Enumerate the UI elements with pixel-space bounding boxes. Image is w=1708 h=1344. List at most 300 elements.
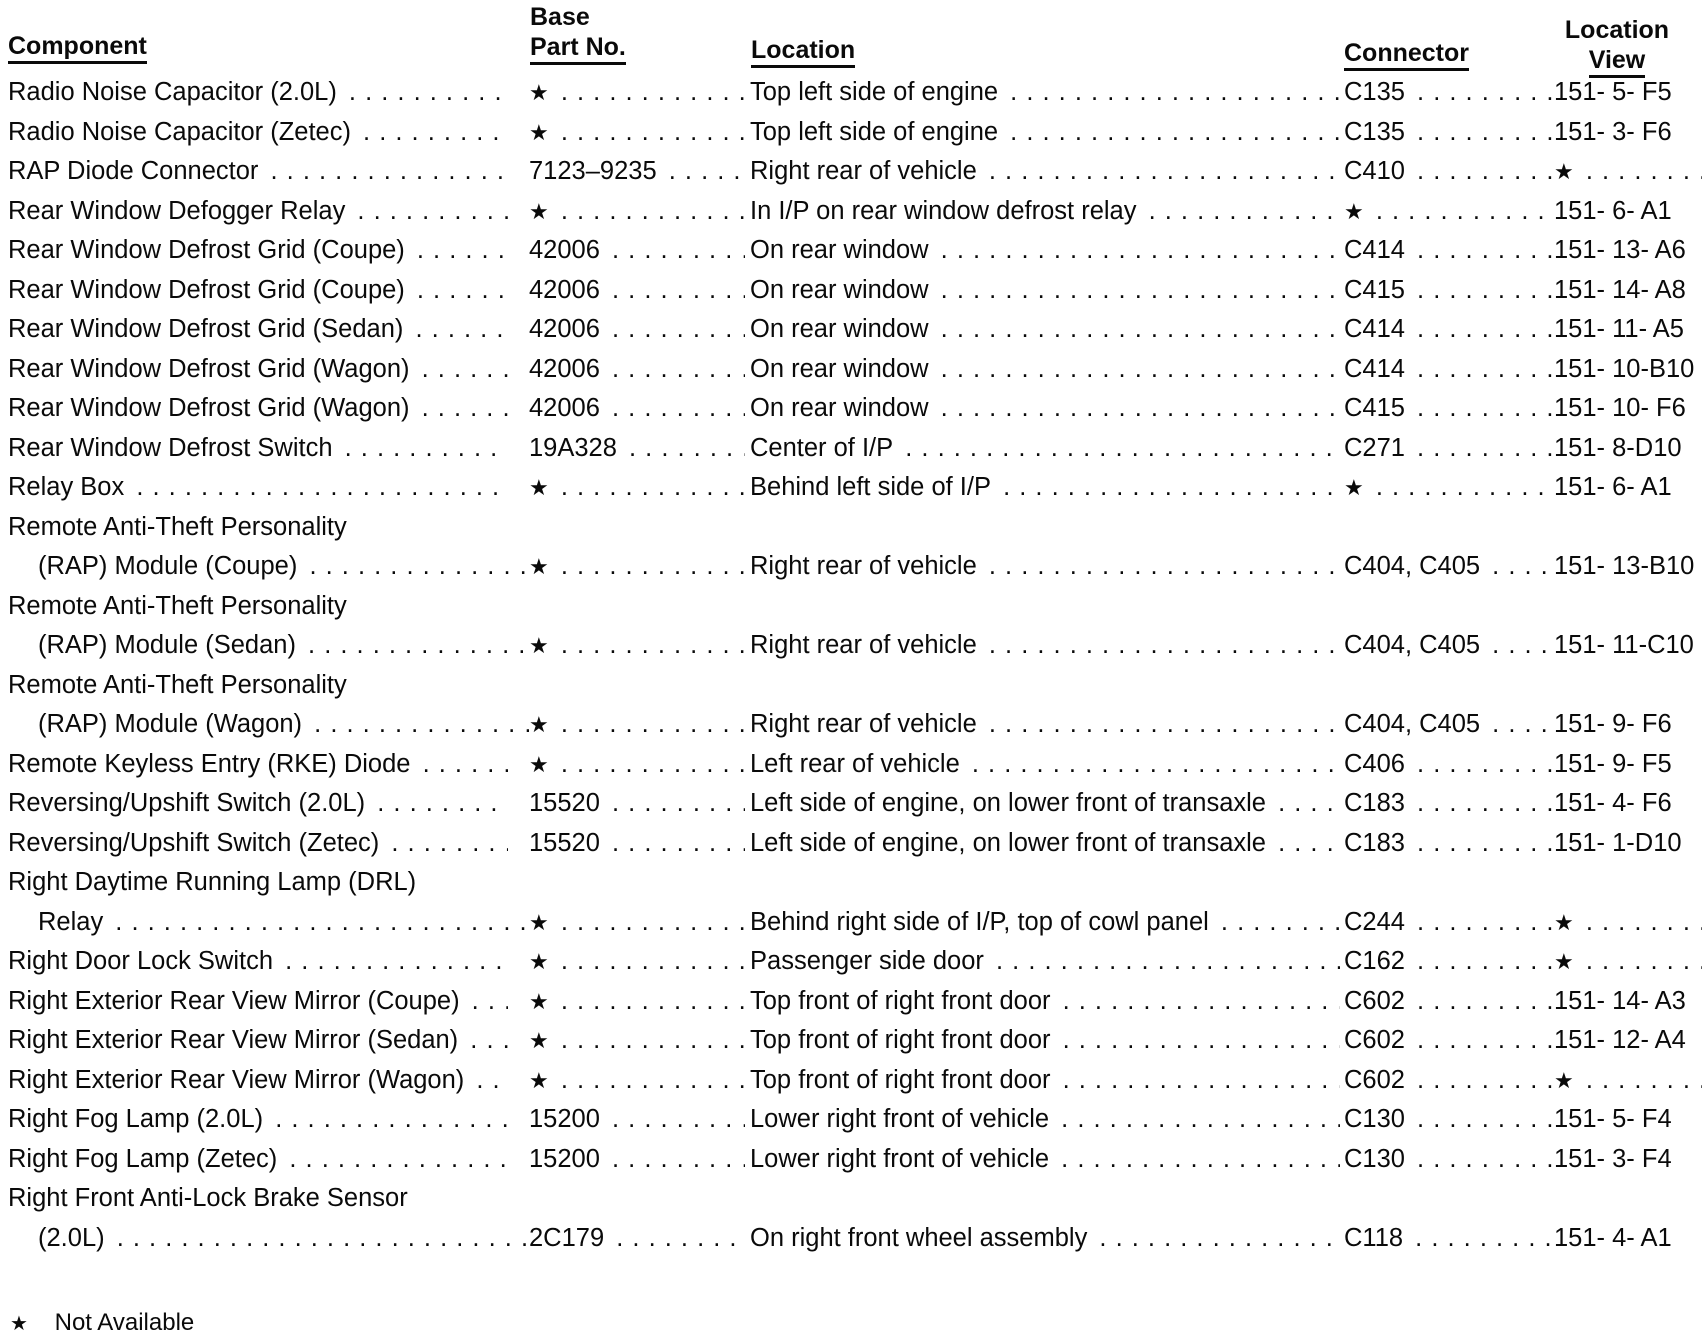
part-number-cell [529, 113, 745, 153]
location-view-cell-text: 151- 9- F6 [1554, 710, 1672, 738]
component-cell [8, 982, 508, 1022]
location-cell-text: Top front of right front door [750, 987, 1055, 1015]
location-cell-text: Passenger side door [750, 947, 988, 975]
footnote [10, 1307, 194, 1340]
component-cell-text: Reversing/Upshift Switch (Zetec) [8, 829, 383, 857]
location-cell [750, 1179, 1340, 1219]
connector-cell-text: C404, C405 [1344, 552, 1484, 580]
component-cell-text: Relay [38, 908, 107, 936]
connector-cell-text: ★ [1344, 475, 1368, 500]
connector-cell [1344, 192, 1554, 232]
location-view-cell [1554, 310, 1702, 350]
header-location: Location [751, 35, 855, 65]
table-row [0, 903, 1708, 943]
component-cell [8, 1140, 508, 1180]
connector-cell [1344, 468, 1554, 508]
component-cell [8, 903, 538, 943]
table-row [0, 389, 1708, 429]
location-cell [750, 982, 1340, 1022]
component-cell-text: Remote Anti-Theft Personality [8, 670, 347, 699]
table-row [0, 468, 1708, 508]
part-number-cell [529, 389, 745, 429]
connector-cell [1344, 310, 1554, 350]
connector-cell [1344, 113, 1554, 153]
location-cell-text: Top left side of engine [750, 118, 1002, 146]
connector-cell [1344, 350, 1554, 390]
table-row [0, 982, 1708, 1022]
part-number-cell-text: ★ [529, 989, 553, 1014]
table-row [0, 784, 1708, 824]
location-cell-text: Center of I/P [750, 434, 897, 462]
component-cell-text: (RAP) Module (Sedan) [38, 631, 300, 659]
part-number-cell-text: ★ [529, 80, 553, 105]
component-cell [8, 192, 508, 232]
connector-cell-text: C410 [1344, 157, 1409, 185]
location-cell [750, 942, 1340, 982]
component-cell [8, 389, 508, 429]
location-cell-text: Top left side of engine [750, 78, 1002, 106]
component-cell-text: RAP Diode Connector [8, 157, 262, 185]
table-row [0, 626, 1708, 666]
location-cell-text: Top front of right front door [750, 1066, 1055, 1094]
connector-cell [1344, 1061, 1554, 1101]
component-cell [8, 271, 508, 311]
header-connector: Connector [1344, 38, 1469, 68]
connector-cell-text: C415 [1344, 394, 1409, 422]
component-cell-text: (2.0L) [38, 1224, 109, 1252]
part-number-cell-text: 42006 [529, 355, 604, 383]
location-view-cell [1554, 626, 1702, 666]
part-number-cell-text: ★ [529, 199, 553, 224]
component-cell [8, 1219, 538, 1259]
location-cell [750, 152, 1340, 192]
location-view-cell [1554, 824, 1702, 864]
component-cell [8, 784, 508, 824]
component-cell [8, 508, 508, 548]
location-cell [750, 271, 1340, 311]
table-row [0, 192, 1708, 232]
location-cell-text: Left side of engine, on lower front of transaxle [750, 829, 1270, 857]
component-cell [8, 468, 508, 508]
part-number-cell [529, 626, 745, 666]
part-number-cell [529, 152, 745, 192]
component-cell-text: Rear Window Defrost Grid (Wagon) [8, 355, 414, 383]
part-number-cell-text: 19A328 [529, 434, 621, 462]
table-row [0, 942, 1708, 982]
location-cell [750, 824, 1340, 864]
header-location-view: Location View [1562, 15, 1672, 75]
location-view-cell [1554, 784, 1702, 824]
location-view-cell-text: 151- 5- F4 [1554, 1105, 1672, 1133]
part-number-cell [529, 1219, 745, 1259]
table-row [0, 666, 1708, 706]
location-cell [750, 429, 1340, 469]
component-cell-text: Remote Anti-Theft Personality [8, 512, 347, 541]
location-view-cell [1554, 192, 1702, 232]
table-row [0, 113, 1708, 153]
header-component: Component [8, 31, 147, 61]
connector-cell-text: C406 [1344, 750, 1409, 778]
table-row [0, 508, 1708, 548]
part-number-cell [529, 903, 745, 943]
parts-table [0, 73, 1708, 1258]
component-cell-text: Right Exterior Rear View Mirror (Wagon) [8, 1066, 468, 1094]
connector-cell-text: C118 [1344, 1224, 1407, 1252]
connector-cell-text: C130 [1344, 1145, 1409, 1173]
location-view-cell [1554, 152, 1702, 192]
location-view-cell-text: 151- 14- A3 [1554, 986, 1686, 1015]
star-icon: ★ [10, 1313, 28, 1335]
part-number-cell-text: ★ [529, 633, 553, 658]
connector-cell [1344, 903, 1554, 943]
location-cell [750, 745, 1340, 785]
connector-cell-text: C602 [1344, 987, 1409, 1015]
location-view-cell [1554, 1140, 1702, 1180]
location-view-cell-text: 151- 14- A8 [1554, 275, 1686, 304]
location-view-cell-text: 151- 6- A1 [1554, 196, 1672, 225]
component-cell-text: Right Fog Lamp (2.0L) [8, 1105, 267, 1133]
location-cell [750, 350, 1340, 390]
location-view-cell [1554, 666, 1702, 706]
location-view-cell-text: ★ [1554, 159, 1578, 184]
connector-cell [1344, 784, 1554, 824]
connector-cell-text: C244 [1344, 908, 1409, 936]
part-number-cell [529, 73, 745, 113]
connector-cell [1344, 429, 1554, 469]
part-number-cell [529, 271, 745, 311]
location-cell [750, 468, 1340, 508]
header-base-part-no: Base Part No. [530, 2, 626, 62]
part-number-cell-text: ★ [529, 1068, 553, 1093]
component-cell [8, 231, 508, 271]
component-cell-text: Rear Window Defrost Grid (Wagon) [8, 394, 414, 422]
part-number-cell-text: 15520 [529, 789, 604, 817]
part-number-cell [529, 508, 745, 548]
part-number-cell [529, 1061, 745, 1101]
location-view-cell-text: 151- 3- F6 [1554, 117, 1672, 146]
component-cell-text: Remote Anti-Theft Personality [8, 591, 347, 620]
connector-cell-text: ★ [1344, 199, 1368, 224]
location-view-cell-text: 151- 13-B10 [1554, 552, 1695, 580]
location-cell-text: On rear window [750, 394, 933, 422]
location-view-cell [1554, 1100, 1702, 1140]
part-number-cell-text: 15200 [529, 1105, 604, 1133]
connector-cell [1344, 1140, 1554, 1180]
connector-cell-text: C135 [1344, 78, 1409, 106]
component-cell-text: Rear Window Defrost Grid (Coupe) [8, 236, 409, 264]
location-cell [750, 1219, 1340, 1259]
part-number-cell [529, 350, 745, 390]
location-view-cell-text: 151- 4- A1 [1554, 1223, 1672, 1252]
location-view-cell [1554, 942, 1702, 982]
component-cell [8, 310, 508, 350]
component-cell [8, 113, 508, 153]
part-number-cell [529, 429, 745, 469]
table-row [0, 863, 1708, 903]
component-cell-text: Rear Window Defogger Relay [8, 197, 349, 225]
location-view-cell [1554, 1179, 1702, 1219]
connector-cell [1344, 271, 1554, 311]
location-cell [750, 389, 1340, 429]
part-number-cell [529, 666, 745, 706]
table-row [0, 73, 1708, 113]
component-cell [8, 942, 508, 982]
location-cell [750, 508, 1340, 548]
location-cell-text: On rear window [750, 236, 933, 264]
location-cell-text: Left rear of vehicle [750, 750, 964, 778]
component-cell-text: Radio Noise Capacitor (2.0L) [8, 78, 341, 106]
table-row [0, 705, 1708, 745]
part-number-cell [529, 1140, 745, 1180]
location-view-cell [1554, 705, 1702, 745]
location-cell [750, 1021, 1340, 1061]
location-view-cell [1554, 350, 1702, 390]
component-cell-text: Remote Keyless Entry (RKE) Diode [8, 750, 414, 778]
location-cell-text: Right rear of vehicle [750, 157, 981, 185]
component-cell [8, 547, 538, 587]
location-view-cell [1554, 468, 1702, 508]
part-number-cell [529, 1100, 745, 1140]
table-row [0, 1140, 1708, 1180]
location-cell-text: Lower right front of vehicle [750, 1105, 1053, 1133]
connector-cell [1344, 745, 1554, 785]
part-number-cell [529, 587, 745, 627]
part-number-cell [529, 982, 745, 1022]
part-number-cell [529, 310, 745, 350]
connector-cell [1344, 1100, 1554, 1140]
table-row [0, 547, 1708, 587]
location-cell-text: On rear window [750, 276, 933, 304]
location-view-cell-text: 151- 10- F6 [1554, 394, 1686, 422]
part-number-cell-text: ★ [529, 1028, 553, 1053]
component-cell-text: Rear Window Defrost Grid (Sedan) [8, 315, 407, 343]
table-row [0, 152, 1708, 192]
connector-cell [1344, 389, 1554, 429]
location-view-cell-text: 151- 12- A4 [1554, 1026, 1686, 1054]
component-cell [8, 626, 538, 666]
component-cell-text: Rear Window Defrost Switch [8, 434, 337, 462]
location-view-cell [1554, 389, 1702, 429]
location-view-cell [1554, 271, 1702, 311]
component-cell [8, 1061, 508, 1101]
location-view-cell [1554, 903, 1702, 943]
location-cell-text: Top front of right front door [750, 1026, 1055, 1054]
component-cell [8, 863, 508, 903]
component-cell [8, 824, 508, 864]
location-view-cell [1554, 982, 1702, 1022]
location-view-cell-text: 151- 11- A5 [1554, 315, 1684, 343]
location-view-cell [1554, 429, 1702, 469]
part-number-cell-text: 2C179 [529, 1224, 608, 1252]
table-row [0, 824, 1708, 864]
connector-cell-text: C271 [1344, 434, 1409, 462]
table-row [0, 350, 1708, 390]
location-cell-text: Left side of engine, on lower front of transaxle [750, 789, 1270, 817]
component-cell-text: Right Exterior Rear View Mirror (Sedan) [8, 1026, 462, 1054]
location-view-cell [1554, 1061, 1702, 1101]
location-cell-text: Right rear of vehicle [750, 710, 981, 738]
part-number-cell-text: 7123–9235 [529, 157, 661, 185]
location-view-cell-text: 151- 6- A1 [1554, 473, 1672, 501]
location-cell [750, 231, 1340, 271]
location-cell [750, 1061, 1340, 1101]
location-cell [750, 310, 1340, 350]
component-cell [8, 1179, 508, 1219]
part-number-cell-text: ★ [529, 475, 553, 500]
connector-cell [1344, 942, 1554, 982]
part-number-cell-text: 15200 [529, 1145, 604, 1173]
connector-cell-text: C602 [1344, 1066, 1409, 1094]
table-row [0, 429, 1708, 469]
location-view-cell-text: ★ [1554, 1068, 1578, 1093]
table-row [0, 1179, 1708, 1219]
part-number-cell-text: ★ [529, 120, 553, 145]
table-row [0, 1021, 1708, 1061]
location-view-cell [1554, 73, 1702, 113]
connector-cell-text: C414 [1344, 236, 1409, 264]
table-row [0, 745, 1708, 785]
connector-cell-text: C414 [1344, 355, 1409, 383]
location-view-cell-text: 151- 1-D10 [1554, 828, 1682, 857]
connector-cell-text: C404, C405 [1344, 631, 1484, 659]
location-view-cell-text: 151- 5- F5 [1554, 78, 1672, 106]
part-number-cell [529, 824, 745, 864]
part-number-cell [529, 231, 745, 271]
connector-cell [1344, 982, 1554, 1022]
part-number-cell-text: ★ [529, 554, 553, 579]
component-cell-text: (RAP) Module (Wagon) [38, 710, 306, 738]
part-number-cell-text: ★ [529, 712, 553, 737]
component-cell [8, 666, 508, 706]
connector-cell [1344, 626, 1554, 666]
part-number-cell-text: ★ [529, 752, 553, 777]
location-cell [750, 1100, 1340, 1140]
connector-cell [1344, 666, 1554, 706]
connector-cell-text: C162 [1344, 947, 1409, 975]
part-number-cell [529, 1021, 745, 1061]
connector-cell [1344, 1021, 1554, 1061]
location-view-cell [1554, 587, 1702, 627]
location-view-cell-text: 151- 10-B10 [1554, 354, 1695, 383]
location-cell-text: On right front wheel assembly [750, 1224, 1091, 1252]
location-cell [750, 73, 1340, 113]
location-view-cell [1554, 863, 1702, 903]
part-number-cell [529, 745, 745, 785]
table-row [0, 1219, 1708, 1259]
part-number-cell-text: ★ [529, 910, 553, 935]
footnote-text: Not Available [54, 1309, 195, 1336]
connector-cell [1344, 508, 1554, 548]
table-row [0, 271, 1708, 311]
connector-cell [1344, 587, 1554, 627]
location-view-cell-text: ★ [1554, 949, 1578, 974]
connector-cell [1344, 824, 1554, 864]
location-view-cell-text: 151- 11-C10 [1554, 631, 1694, 659]
location-view-cell-text: 151- 3- F4 [1554, 1144, 1672, 1173]
component-cell-text: Right Door Lock Switch [8, 947, 277, 975]
component-cell-text: (RAP) Module (Coupe) [38, 552, 301, 580]
table-row [0, 587, 1708, 627]
location-view-cell [1554, 745, 1702, 785]
component-cell [8, 1021, 508, 1061]
table-row [0, 1061, 1708, 1101]
location-cell [750, 113, 1340, 153]
location-view-cell-text: 151- 13- A6 [1554, 236, 1686, 264]
location-view-cell [1554, 1021, 1702, 1061]
component-cell [8, 350, 508, 390]
location-cell [750, 784, 1340, 824]
component-cell [8, 745, 508, 785]
part-number-cell [529, 192, 745, 232]
component-cell-text: Right Daytime Running Lamp (DRL) [8, 868, 417, 896]
location-cell-text: In I/P on rear window defrost relay [750, 197, 1140, 225]
connector-cell-text: C135 [1344, 118, 1409, 146]
connector-cell [1344, 705, 1554, 745]
location-cell [750, 666, 1340, 706]
connector-cell [1344, 73, 1554, 113]
table-row [0, 1100, 1708, 1140]
component-cell-text: Right Fog Lamp (Zetec) [8, 1145, 281, 1173]
location-cell [750, 587, 1340, 627]
connector-cell-text: C414 [1344, 315, 1409, 343]
location-view-cell [1554, 508, 1702, 548]
location-cell-text: On rear window [750, 315, 933, 343]
component-cell [8, 73, 508, 113]
component-cell-text: Rear Window Defrost Grid (Coupe) [8, 276, 409, 304]
location-cell-text: Lower right front of vehicle [750, 1145, 1053, 1173]
component-cell [8, 587, 508, 627]
location-cell [750, 192, 1340, 232]
connector-cell [1344, 863, 1554, 903]
component-cell [8, 152, 508, 192]
component-cell-text: Reversing/Upshift Switch (2.0L) [8, 789, 369, 817]
connector-cell [1344, 1219, 1554, 1259]
location-view-cell-text: 151- 4- F6 [1554, 789, 1672, 817]
component-cell-text: Relay Box [8, 473, 128, 501]
part-number-cell [529, 468, 745, 508]
part-number-cell [529, 942, 745, 982]
location-view-cell [1554, 1219, 1702, 1259]
location-view-cell-text: ★ [1554, 910, 1578, 935]
connector-cell-text: C415 [1344, 276, 1409, 304]
part-number-cell-text: 15520 [529, 829, 604, 857]
component-cell-text: Right Exterior Rear View Mirror (Coupe) [8, 987, 464, 1015]
location-cell-text: On rear window [750, 355, 933, 383]
component-cell-text: Radio Noise Capacitor (Zetec) [8, 118, 355, 146]
component-cell-text: Right Front Anti-Lock Brake Sensor [8, 1184, 408, 1212]
connector-cell [1344, 152, 1554, 192]
part-number-cell-text: 42006 [529, 276, 604, 304]
location-cell [750, 626, 1340, 666]
part-number-cell-text: 42006 [529, 315, 604, 343]
connector-cell [1344, 547, 1554, 587]
location-view-cell [1554, 231, 1702, 271]
connector-cell [1344, 231, 1554, 271]
connector-cell-text: C404, C405 [1344, 710, 1484, 738]
location-cell [750, 547, 1340, 587]
part-number-cell-text: ★ [529, 949, 553, 974]
location-view-cell [1554, 113, 1702, 153]
table-row [0, 310, 1708, 350]
location-cell [750, 705, 1340, 745]
part-number-cell [529, 1179, 745, 1219]
connector-cell-text: C183 [1344, 829, 1409, 857]
location-cell [750, 903, 1340, 943]
location-view-cell-text: 151- 9- F5 [1554, 749, 1672, 778]
part-number-cell-text: 42006 [529, 236, 604, 264]
connector-cell-text: C130 [1344, 1105, 1409, 1133]
connector-cell-text: C602 [1344, 1026, 1409, 1054]
